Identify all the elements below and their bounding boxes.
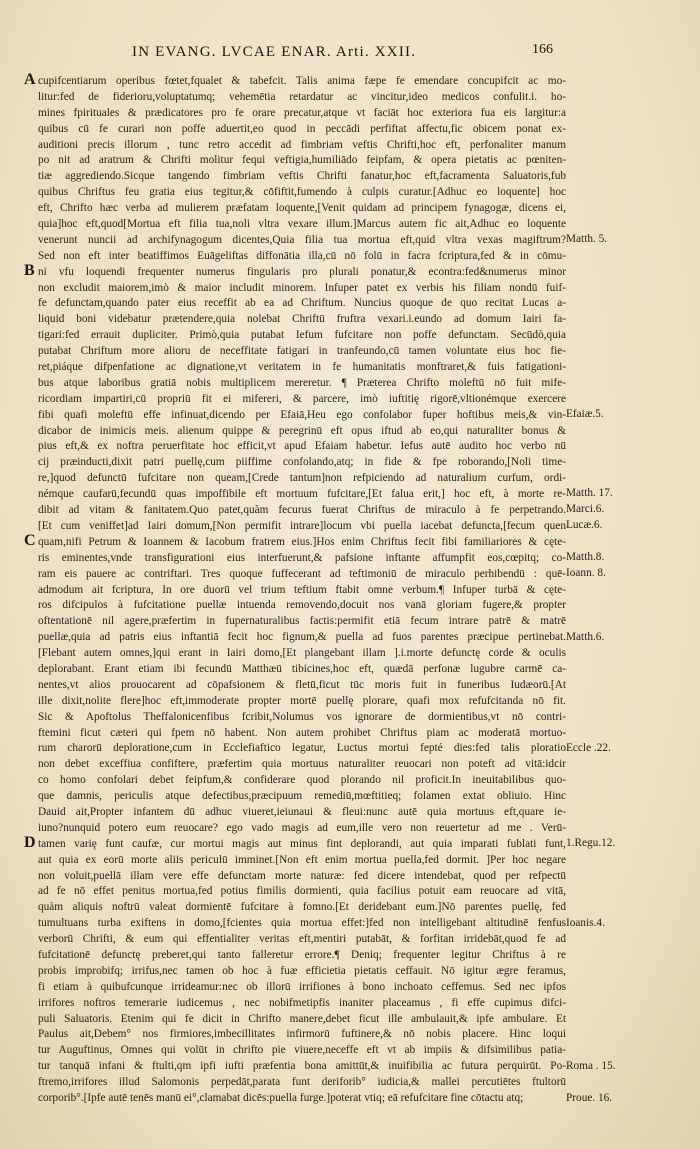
margin-note: Efaiæ.5. xyxy=(566,407,604,420)
text-line: ni vfu loquendi frequenter numerus fingularis pro plurali ponatur,& econtra:fed&numerus minor xyxy=(38,265,566,278)
text-line: corporib°.[Ipfe autē tenēs manū ei°,clamabat dicēs:puella furge.]poterat vtiq; eā refufcitare fine cōtactu atq; xyxy=(38,1092,524,1104)
text-line: eft, Chrifto hæc verba ad mulierem præfatam loquente,[Venit quidam ad principem fynagogæ, dicens ei, xyxy=(38,202,566,215)
text-line: quàm aliquis noftrū valeat dormientē fufcitare à fomno.[Et deridebant eum.]Nō parentes puellę, fed xyxy=(38,901,566,914)
text-line: puli Saluatoris. Etenim qui fe dicit in Chrifto manere,debet ficut ille ambulauit,& ipfe ambulare. Et xyxy=(38,1012,566,1025)
text-line: quia]hoc eft,quod[Mortua eft filia tua,noli vltra vexare illum.]Marcus autem fic ait,Adhuc eo loquente xyxy=(38,218,566,231)
text-line: fibi quafi moleftū effe infinuat,dicendo per Efaiā,Heu ego confolabor fuper hoftibus meis,& vin- xyxy=(38,408,566,421)
section-letter: A xyxy=(24,71,36,88)
text-line: non excludit maiorem,imò & maior includit minorem. Infuper patet ex verbis his filiam nondū fuif- xyxy=(38,281,566,294)
running-header xyxy=(132,44,572,61)
text-line: ftemini ficut cæteri qui fpem nō habent. Non autem prohibet Chriftus piam ac moderatā mortuo- xyxy=(38,726,566,739)
text-line: ram eis pauere ac contriftari. Tres quoque fuffecerant ad teftimoniū de miraculo perhibendū : quē- xyxy=(38,567,566,580)
text-line: pius eft,& ex noftra peruerfitate hoc efficit,vt apud Efaiam habetur. Iefus autē audito hoc verbo nū xyxy=(38,440,566,453)
text-line: Dauid ait,Propter infantem dū adhuc viueret,ieiunaui & fleui:nunc autē quia mortuus eft,quare ie- xyxy=(38,805,566,818)
text-line: Paulus ait,Debem° nos firmiores,imbecillitates infirmorū fuftinere,& nō nobis placere. Hinc loqui xyxy=(38,1028,566,1041)
text-line: non voluit,puellā illam vere effe defunctam morte naturæ: fed dicere intendebat, quod per refpectū xyxy=(38,869,566,882)
section-letter: B xyxy=(24,261,35,279)
text-line: non debet exceffiua confiftere, præfertim quia mortuus naturaliter reuocari non poteft ad vitā:idcir xyxy=(38,758,566,771)
text-line: po nit ad aratrum & Chrifti molitur fequi veftigia,humiliādo feipfam, & opera pietatis ac pœniten- xyxy=(38,154,566,167)
text-line: tur Auguftinus, Omnes qui volūt in chrifto pie viuere,neceffe eft vt ab impiis & difsimilibus patia- xyxy=(38,1044,566,1057)
text-line: oftentationē nil agere,præfertim in fupernaturalibus factis:permifit etiā fecum intrare patrē & matrē xyxy=(38,615,566,628)
main-text-block xyxy=(38,74,566,1107)
text-line: [Et cum veniffet]ad Iairi domum,[Non permifit intrare]locum vbi puella iacebat defuncta,[fecum quen xyxy=(38,519,566,532)
margin-note: Matth.6. xyxy=(566,630,605,643)
margin-note: Matth.8. xyxy=(566,551,605,563)
text-line: aut quia ex eorū morte aliis periculū imminet.[Non eft enim mortua puella,fed dormit. ]Per hoc negare xyxy=(38,853,566,866)
text-line: dicabor de inimicis meis. alienum quippe & peregrinū eft opus iftud ab eo,qui naturaliter bonus & xyxy=(38,424,566,437)
text-line: que damnis, periculis atque defectibus,præcipuum remediū,mœftitieq; folamen extat obliuio. Hinc xyxy=(38,790,566,803)
text-line: ret,piáque difpenfatione ac dignatione,vt veritatem in fe humanitatis monftraret,& fuis fatigationi- xyxy=(38,361,566,374)
running-title: IN EVANG. LVCAE ENAR. Arti. XXII. xyxy=(132,44,417,60)
text-line: irrifores noftros temerarie iudicemus , nec nobifmetipfis inaniter placeamus , fi effe cupimus difci- xyxy=(38,996,566,1009)
text-line: tigari:fed errauit dupliciter. Primò,quia putabat Iefum fufcitare non poffe defunctam. Secūdò,quia xyxy=(38,329,566,342)
text-line: litur:fed de fiderioru,voluptatumq; vehemētia retardatur ac vincitur,ideo medicos confulit.i. ho- xyxy=(38,90,566,103)
margin-note: 1.Regu.12. xyxy=(566,837,616,850)
text-line: auditioni precis illorum , tunc retro accedit ad fimbriam veftis Chrifti,hoc eft, perfonaliter manum xyxy=(38,138,566,151)
text-line: tamen varię funt caufæ, cur mortui magis aut minus fint deplorandi, aut quia imparati fublati funt, xyxy=(38,837,566,850)
text-line: nentes,vt alios prouocarent ad cōpafsionem & fletū,ficut tūc moris fuit in funeribus Iudæorū.[At xyxy=(38,678,566,691)
text-line: ftremo,irrifores illud Salomonis perpedāt,parata funt deriforib° iudicia,& mallei percutiētes ftultorū xyxy=(38,1076,566,1089)
margin-note: Roma . 15. xyxy=(566,1059,616,1072)
text-line: ros difcipulos à fufcitatione puellæ intuenda removendo,docuit nos vanā gloriam fugere,& propter xyxy=(38,599,566,612)
text-line: ris eminentes,vnde transfigurationi eius interfuerunt,& pafsione inftante affumpfit eos,cœpitq; co- xyxy=(38,551,566,564)
text-line: Sic & Apoftolus Theffalonicenfibus fcribit,Nolumus vos ignorare de dormientibus,vt nō contri- xyxy=(38,710,566,723)
text-line: fe defunctam,quando pater eius receffit ab ea ad Chriftum. Nuncius quoque de quo recitat Lucas a- xyxy=(38,297,566,310)
text-line: cupifcentiarum operibus fœtet,fqualet & tabefcit. Talis anima fæpe fe emendare concupifcit ac mo- xyxy=(38,75,566,87)
text-line: deplorabant. Erant etiam ibi fecundū Matthæū tibicines,hoc eft, quædā perfonæ lugubre carmē ca- xyxy=(38,662,566,675)
text-line: ricordiam impartiri,cū propriū fit ei mifereri, & parcere, imò iuftitię rigorē,vltionémque exercere xyxy=(38,392,566,405)
text-line: fufcitationē defunctę preberet,qui tanto falleretur errore.¶ Deniq; frequenter legitur Chriftus à re xyxy=(38,948,566,961)
text-line: mines fpirituales & prædicatores pro fe orare precatur,atque vt faciāt hoc exteriora fua eis largitur:a xyxy=(38,106,566,119)
text-line: [Flebant autem omnes,]qui erant in Iairi domo,[Et plangebant illam ].i.morte defunctę corde & oculis xyxy=(38,647,566,660)
margin-note: Matth. 17. xyxy=(566,487,613,500)
margin-note: Ioann. 8. xyxy=(566,566,606,579)
text-line: ille dixit,nolite flere]hoc eft,immoderate propter mortē puellę plorare, quafi mox refufcitanda nō fit. xyxy=(38,694,566,707)
text-line: admodum ait fcriptura, In ore duorū vel trium teftium ftabit omne verbum.¶ Infuper turbā & cęte- xyxy=(38,583,566,596)
text-line: putabat Chriftum more alioru de neceffitate fatigari in tranfeundo,cū tamen voluntate eius hoc fie- xyxy=(38,345,566,358)
text-line: liquid boni videbatur prætendere,quia nolebat Chriftū fruftra vexari.i.eundo ad domum Iairi fa- xyxy=(38,313,566,326)
text-line: tumultuans turba exiftens in domo,[fcientes quia mortua effet:]fed non intelligebant altitudinē fenfus xyxy=(38,917,566,930)
margin-note: Ioanis.4. xyxy=(566,916,605,929)
text-line: co homo confolari debet feipfum,& confiderare quod plorando nil proficit.In ineuitabilibus quo- xyxy=(38,774,566,787)
margin-note: Lucæ.6. xyxy=(566,519,603,532)
margin-note: Eccle .22. xyxy=(566,741,611,754)
margin-note: Matth. 5. xyxy=(566,233,608,245)
text-line: probis improbifq; irrifus,nec tamen ob hoc à fuæ efficietia pietatis ceffauit. Nō igitur ægre feramus, xyxy=(38,964,566,977)
text-line: dibit ad vitam & fanitatem.Quo patet,quàm fecurus fuerat Chriftus de miraculo à fe perpetrando. xyxy=(38,504,566,517)
section-letter: D xyxy=(24,834,36,852)
text-line: quibus cū fe curari non poffe aduertit,eo quod in peccādi perfiftat affectu,fic obicem ponat ex- xyxy=(38,122,566,135)
text-line: verborū Chrifti, & eum qui effentialiter veritas eft,mentiri putabāt, & forfitan irridebāt,quod fe ad xyxy=(38,933,566,946)
text-line: tur tanquā infani & ftulti,qm ipfi iufti præfentia bona amittūt,& inuifibilia ac futura perquirūt. Po- xyxy=(38,1060,566,1073)
text-line: quam,nifi Petrum & Ioannem & Iacobum fratrem eius.]Hos enim Chriftus fecit fibi familiariores & cęte- xyxy=(38,535,566,548)
text-line: iuno?nunquid potero eum reuocare? ego vado magis ad eum,ille vero non reuertetur ad me . Verū- xyxy=(38,821,566,834)
margin-note: Marci.6. xyxy=(566,503,605,516)
text-line: ad fe nō effet penitus mortua,fed potius fimilis dormienti, quia facilius potuit eam reuocare ad vitā, xyxy=(38,885,566,898)
margin-note: Proue. 16. xyxy=(566,1091,613,1104)
text-line: venerunt nuncii ad archifynagogum dicentes,Quia filia tua mortua eft,quid vltra vexas magiftrum? xyxy=(38,233,566,246)
text-line: némque caufarū,fecundū quas impoffibile eft mortuum fufcitare,[Et falua erit,] hoc eft, à morte re- xyxy=(38,488,566,501)
text-line: puellæ,quia ad patris eius inftantiā fecit hoc fignum,& puella ad fuos parentes præcipue pertinebat. xyxy=(38,631,566,644)
text-line: rum charorū deploratione,cum in Ecclefiaftico legatur, Luctus mortui fepté dies:fed talis ploratio xyxy=(38,742,566,755)
text-line: bus atque laboribus gratiā nobis multiplicem mereretur. ¶ Præterea Chrifto moleftū nō fuit mife- xyxy=(38,376,566,389)
text-line: Sed non eft inter beatiffimos Euāgeliftas diffonātia illa,cū nō folū in facra fcriptura,fed & in cōmu- xyxy=(38,249,566,262)
section-letter: C xyxy=(24,532,36,550)
text-line: fi etiam à quibufcunque irrideamur:nec ob illorū irrifiones à bono inchoato ceffemus. Sed nec ipfos xyxy=(38,980,566,993)
text-line: cij præinducti,dixit patri puellę,cum piiffime confolando,atq; in fide & fpe roborando,[Noli time- xyxy=(38,456,566,469)
text-line: tiæ aggrediendo.Sicque tangendo fimbriam veftis Chrifti fanatur,hoc eft,facramenta Saluatoris,fub xyxy=(38,170,566,183)
text-line: re,]quod defunctū fufcitare non queam,[Crede tantum]non refpiciendo ad naturalium curfum, ordi- xyxy=(38,472,566,485)
folio-number: 166 xyxy=(532,42,553,57)
text-line: quibus Chriftus feu gratia eius tegitur,& cōfiftit,fumendo à culpis curatur.[Adhuc eo loquente] hoc xyxy=(38,186,566,199)
